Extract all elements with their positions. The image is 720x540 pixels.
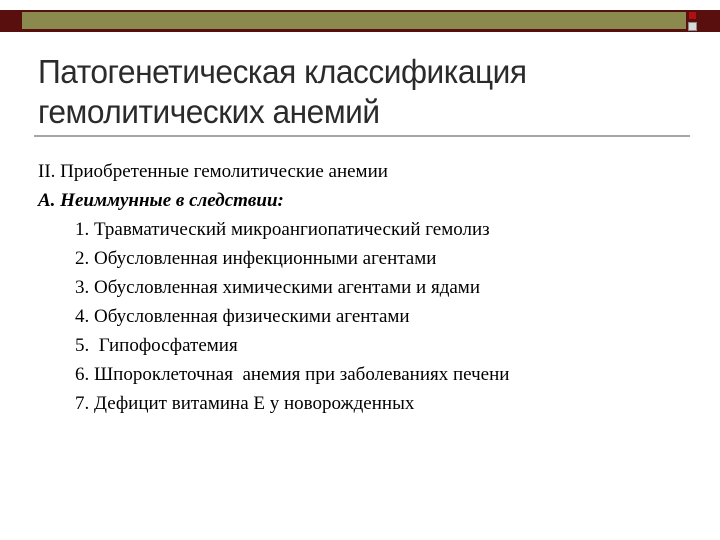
band-olive-bar xyxy=(22,12,686,29)
gray-square-icon xyxy=(688,22,697,31)
section-heading: II. Приобретенные гемолитические анемии xyxy=(38,161,388,182)
list-item: 3. Обусловленная химическими агентами и ядами xyxy=(75,277,481,298)
list-item: 5. Гипофосфатемия xyxy=(75,335,238,356)
title-divider xyxy=(34,135,690,137)
subsection-heading: А. Неиммунные в следствии: xyxy=(38,190,284,211)
list-item: 7. Дефицит витамина Е у новорожденных xyxy=(75,393,415,414)
title-line-1: Патогенетическая классификация xyxy=(38,53,527,90)
list-item: 2. Обусловленная инфекционными агентами xyxy=(75,248,437,269)
list-item: 1. Травматический микроангиопатический гемолиз xyxy=(75,219,490,240)
top-decorative-band xyxy=(0,10,720,32)
list-item: 6. Шпороклеточная анемия при заболеваниях печени xyxy=(75,364,510,385)
list-item: 4. Обусловленная физическими агентами xyxy=(75,306,410,327)
title-line-2: гемолитических анемий xyxy=(38,93,380,130)
red-square-icon xyxy=(688,11,697,20)
slide-body xyxy=(38,160,698,421)
slide-title xyxy=(38,52,662,132)
